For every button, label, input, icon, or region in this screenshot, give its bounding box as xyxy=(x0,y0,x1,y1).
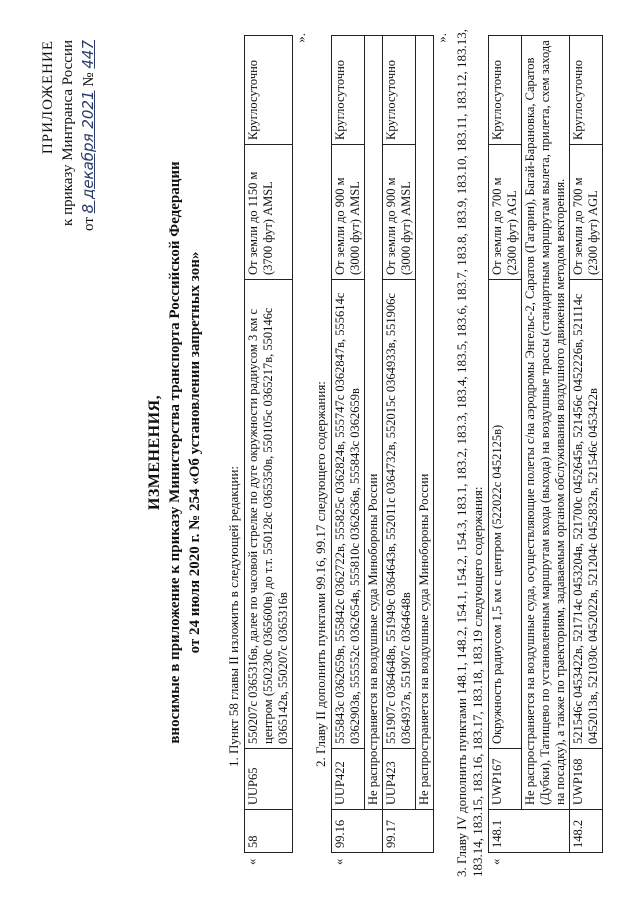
section-2-heading: 2. Главу II дополнить пунктами 99.16, 99.17 следующего содержания: xyxy=(313,381,328,767)
title-line-2: вносимые в приложение к приказу Министерства транспорта Российской Федерации xyxy=(167,161,183,744)
table-row: 148.2 UWP168 521546с 0453422в, 521714с 0453204в, 521700с 0452645в, 521456с 0452226в, 521114с 0452013в, 521030с 0452022в, 521204с 0452832в, 521546с 0453422в От земли до 700 м (2300 фут) AGL Круглосуточно xyxy=(570,36,603,866)
document-title xyxy=(145,60,205,845)
document-body xyxy=(222,27,603,877)
handwritten-date: 8 декабря 2021 xyxy=(79,90,97,214)
table-row-note: Не распространяется на воздушные суда Минобороны России xyxy=(416,36,434,866)
closing-quote: ». xyxy=(434,33,449,43)
table-row: « 148.1 UWP167 Окружность радиусом 1,5 км с центром (522022с 0452125в) От земли до 700 м (2300 фут) AGL Круглосуточно xyxy=(489,36,522,866)
table-row: « 99.16 UUP422 555843с 0362659в, 555842с 0362722в, 555825с 0362824в, 555747с 0362847в, 555614с 0362903в, 555552с 0362654в, 555810с 0362636в, 555843с 0362659в От земли до 900 м (3000 фут) AMSL Круглосуточно xyxy=(332,36,365,866)
table-point-58 xyxy=(244,35,293,865)
table-row-note: Не распространяется на воздушные суда Минобороны России xyxy=(365,36,383,866)
handwritten-number: 447 xyxy=(79,40,97,69)
appendix-title: ПРИЛОЖЕНИЕ xyxy=(40,40,56,155)
order-reference: к приказу Минтранса России xyxy=(60,40,76,226)
table-points-99 xyxy=(331,35,434,865)
appendix-header xyxy=(38,40,99,300)
table-row: « 58 UUP65 550207с 0365316в, далее по часовой стрелке по дуге окружности радиусом 3 км с центром (550230с 0365600в) до т.т. 550128с 0365350в, 550105с 0365217в, 550146с 0365142в, 550207с 0365316в От земли до 1150 м (3700 фут) AMSL Круглосуточно xyxy=(245,36,293,866)
zone-coordinates: 550207с 0365316в, далее по часовой стрелке по дуге окружности радиусом 3 км с центром (550230с 0365600в) до т.т. 550128с 0365350в, 550105с 0365217в, 550146с 0365142в, 550207с 0365316в xyxy=(245,280,293,749)
order-date-line: от 8 декабря 2021 № 447 xyxy=(79,40,97,231)
table-row: 99.17 UUP423 551907с 0364648в, 551949с 0364643в, 552011с 0364732в, 552015с 0364933в, 551906с 0364937в, 551907с 0364648в От земли до 900 м (3000 фут) AMSL Круглосуточно xyxy=(383,36,416,866)
title-heading: ИЗМЕНЕНИЯ, xyxy=(146,394,163,511)
closing-quote: ». xyxy=(293,33,308,43)
table-points-148 xyxy=(488,35,603,865)
table-row-note: Не распространяется на воздушные суда, осуществляющие полеты с/на аэродромы Энгельс-2, Саратов (Гагарин), Багай-Барановка, Саратов (Дубки), Татищево по установленным маршрутам входа (выхода) на воздушные трассы (стандартным маршрутам вылета, прилета, схем захода на посадку), а также по траекториям, задаваемым органом обслуживания воздушного движения методом векторения. xyxy=(522,36,570,866)
section-3-heading: 3. Главу IV дополнить пунктами 148.1, 148.2, 154.1, 154.2, 154.3, 183.1, 183.2, 183.3, 183.4, 183.5, 183.6, 183.7, 183.8, 183.9, 183.10, 183.11, 183.12, 183.13, 183.14, 183.15, 183.16, 183.17, 183.18, 183.19 следующего содержания: xyxy=(454,28,485,877)
title-line-3: от 24 июля 2020 г. № 254 «Об установлении запретных зон» xyxy=(187,251,203,654)
section-1-heading: 1. Пункт 58 главы II изложить в следующей редакции: xyxy=(226,465,241,767)
